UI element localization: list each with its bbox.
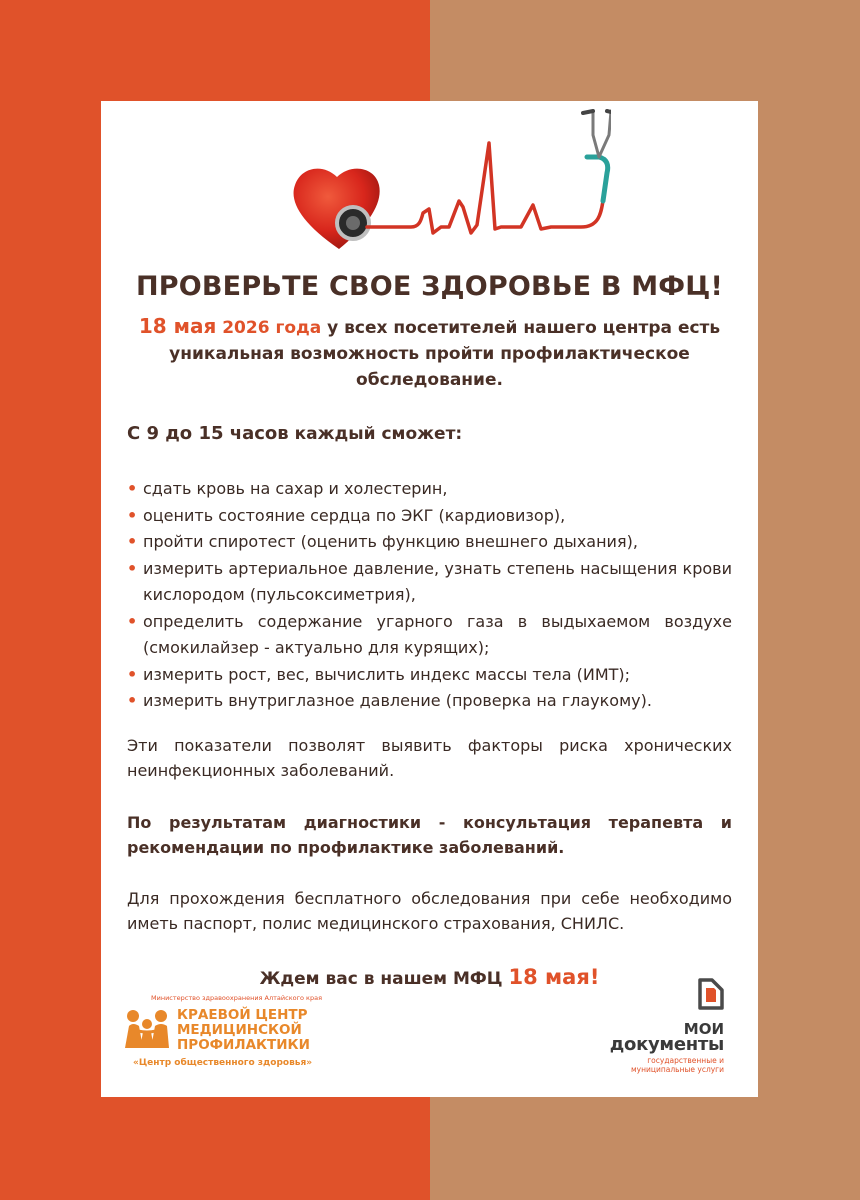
bullet-icon: • (127, 532, 138, 551)
list-item: • измерить внутриглазное давление (проверка на глаукому). (127, 688, 732, 715)
closing-date: 18 мая! (508, 965, 600, 989)
org-subtitle: «Центр общественного здоровья» (133, 1058, 313, 1068)
intro-line-1-text: у всех посетителей нашего центра есть (327, 318, 721, 338)
list-item: • сдать кровь на сахар и холестерин, (127, 476, 732, 503)
ministry-label: Министерство здравоохранения Алтайского края (151, 994, 322, 1002)
bullet-icon: • (127, 479, 138, 498)
documents-paragraph: Для прохождения бесплатного обследования при себе необходимо иметь паспорт, полис медицинского страхования, СНИЛС. (127, 889, 732, 933)
services-list (127, 476, 732, 715)
brand-dokumenty: документы (609, 1034, 724, 1055)
org-name-line-2: МЕДИЦИНСКОЙ (177, 1022, 302, 1038)
list-item: • измерить артериальное давление, узнать степень насыщения крови кислородом (пульсоксиметрия), (127, 556, 732, 609)
list-item: • определить содержание угарного газа в выдыхаемом воздухе (смокилайзер - актуально для курящих); (127, 609, 732, 662)
bullet-icon: • (127, 611, 138, 631)
intro-date: 18 мая (138, 314, 217, 338)
prevention-center-logo (123, 994, 323, 1074)
intro-line-2: уникальная возможность пройти профилактическое (169, 344, 690, 364)
closing-text: Ждем вас в нашем МФЦ (259, 969, 503, 989)
intro-year: 2026 года (222, 318, 322, 338)
list-item: • пройти спиротест (оценить функцию внешнего дыхания), (127, 529, 732, 556)
poster-card (101, 101, 758, 1097)
people-family-icon (123, 1006, 171, 1050)
list-item: • измерить рост, вес, вычислить индекс массы тела (ИМТ); (127, 662, 732, 689)
bullet-icon: • (127, 558, 138, 578)
intro-line-3: обследование. (356, 370, 503, 390)
bullet-icon: • (127, 691, 138, 710)
brand-moi: МОИ (683, 1020, 724, 1038)
intro-line-1 (121, 313, 738, 341)
heart-stethoscope-illustration (281, 101, 611, 251)
schedule-time: С 9 до 15 часов (127, 423, 289, 444)
ekg-tube-line (367, 143, 603, 233)
moi-dokumenty-icon (696, 976, 726, 1012)
moi-dokumenty-logo (596, 976, 736, 1076)
intro-paragraph (121, 313, 738, 393)
brand-tagline: государственные и муниципальные услуги (631, 1056, 724, 1074)
consultation-paragraph: По результатам диагностики - консультация терапевта и рекомендации по профилактике заболеваний. (127, 813, 732, 857)
page-title: ПРОВЕРЬТЕ СВОЕ ЗДОРОВЬЕ В МФЦ! (135, 271, 724, 302)
schedule-rest: каждый сможет: (294, 424, 463, 444)
risk-factors-paragraph: Эти показатели позволят выявить факторы риска хронических неинфекционных заболеваний. (127, 736, 732, 780)
heart-icon (294, 169, 380, 249)
list-item: • оценить состояние сердца по ЭКГ (кардиовизор), (127, 503, 732, 530)
bullet-icon: • (127, 505, 138, 525)
org-name-line-1: КРАЕВОЙ ЦЕНТР (177, 1007, 308, 1023)
org-name-line-3: ПРОФИЛАКТИКИ (177, 1037, 310, 1053)
bullet-icon: • (127, 664, 138, 684)
schedule-heading (127, 423, 462, 444)
